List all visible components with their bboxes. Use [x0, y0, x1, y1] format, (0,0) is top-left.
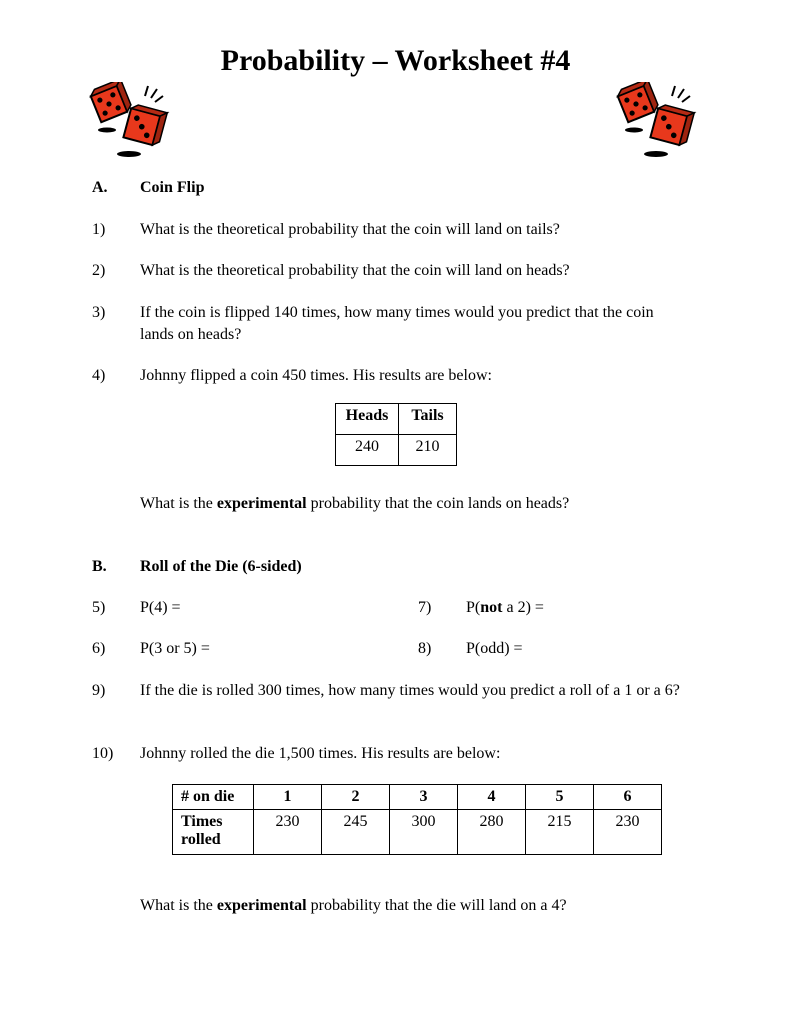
question-2-text: What is the theoretical probability that the coin will land on heads? — [140, 262, 570, 279]
table-cell-count: 230 — [594, 810, 662, 855]
question-3-text: If the coin is flipped 140 times, how many times would you predict that the coin lands on heads? — [140, 304, 654, 343]
section-a-heading: Coin Flip — [140, 179, 205, 196]
followup-bold: experimental — [216, 897, 307, 914]
question-7-number: 7) — [418, 599, 432, 616]
table-cell-count: 300 — [390, 810, 458, 855]
table-row — [336, 404, 457, 435]
question-4-text: Johnny flipped a coin 450 times. His results are below: — [140, 367, 492, 384]
table-cell-count: 245 — [322, 810, 390, 855]
section-a-letter: A. — [92, 179, 108, 196]
question-5-text: P(4) = — [140, 599, 181, 616]
section-b-heading: Roll of the Die (6-sided) — [140, 558, 302, 575]
followup-bold: experimental — [216, 495, 307, 512]
table-cell-count: 280 — [458, 810, 526, 855]
table-header-label: # on die — [173, 785, 254, 810]
table-row — [173, 810, 662, 855]
table-header-face: 5 — [526, 785, 594, 810]
question-9-text: If the die is rolled 300 times, how many times would you predict a roll of a 1 or a 6? — [140, 682, 680, 699]
table-header-face: 6 — [594, 785, 662, 810]
page-title: Probability – Worksheet #4 — [220, 44, 571, 77]
dice-clipart-icon — [612, 82, 702, 160]
question-1-text: What is the theoretical probability that the coin will land on tails? — [140, 221, 560, 238]
table-header-face: 1 — [254, 785, 322, 810]
table-header-heads: Heads — [336, 404, 399, 435]
table-cell-heads: 240 — [336, 435, 399, 466]
table-cell-count: 230 — [254, 810, 322, 855]
section-b-letter: B. — [92, 558, 107, 575]
question-8-number: 8) — [418, 640, 432, 657]
followup-prefix: What is the — [140, 495, 217, 512]
table-row-label: Times rolled — [173, 810, 254, 855]
question-9-number: 9) — [92, 682, 106, 699]
table-row — [336, 435, 457, 466]
table-header-face: 2 — [322, 785, 390, 810]
q7-prefix: P( — [466, 599, 481, 616]
q7-suffix: a 2) = — [502, 599, 544, 616]
table-header-face: 4 — [458, 785, 526, 810]
table-header-face: 3 — [390, 785, 458, 810]
question-3-number: 3) — [92, 304, 106, 321]
table-header-tails: Tails — [399, 404, 457, 435]
followup-suffix: probability that the coin lands on heads? — [306, 495, 570, 512]
coin-results-table — [335, 403, 457, 466]
table-cell-count: 215 — [526, 810, 594, 855]
question-5-number: 5) — [92, 599, 106, 616]
question-6-text: P(3 or 5) = — [140, 640, 210, 657]
dice-clipart-icon — [85, 82, 175, 160]
die-results-table — [172, 784, 662, 855]
table-cell-tails: 210 — [399, 435, 457, 466]
question-10-followup — [140, 895, 567, 917]
question-8-text: P(odd) = — [466, 640, 523, 657]
question-10-text: Johnny rolled the die 1,500 times. His results are below: — [140, 745, 501, 762]
followup-suffix: probability that the die will land on a 4? — [306, 897, 567, 914]
followup-prefix: What is the — [140, 897, 217, 914]
question-6-number: 6) — [92, 640, 106, 657]
question-7-text — [466, 597, 544, 619]
question-1-number: 1) — [92, 221, 106, 238]
q7-bold: not — [480, 599, 503, 616]
question-2-number: 2) — [92, 262, 106, 279]
question-10-number: 10) — [92, 745, 114, 762]
question-4-number: 4) — [92, 367, 106, 384]
table-row — [173, 785, 662, 810]
question-4-followup — [140, 493, 569, 515]
